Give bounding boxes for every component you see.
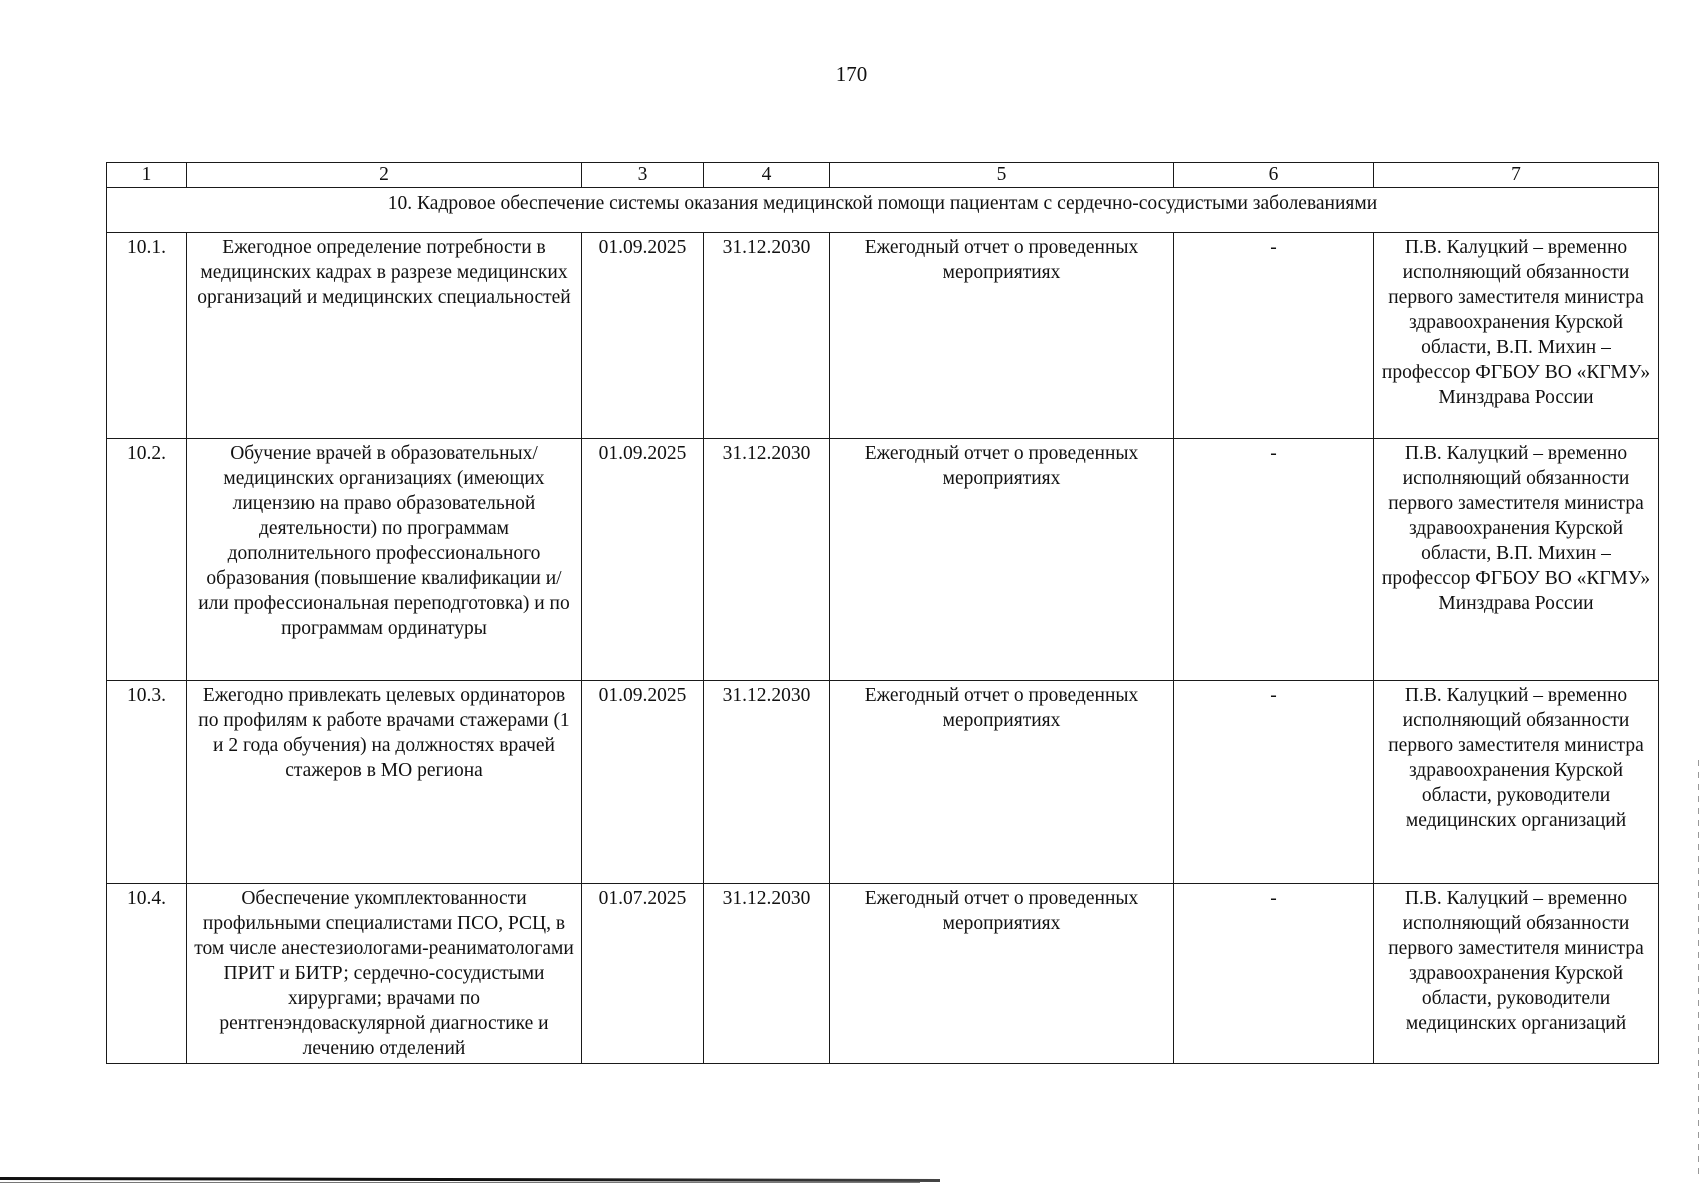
start-date-cell: 01.07.2025 [582, 884, 704, 1064]
result-cell: Ежегодный отчет о проведенных мероприятиях [830, 884, 1174, 1064]
row-number: 10.4. [107, 884, 187, 1064]
column-number: 1 [107, 163, 187, 188]
result-cell: Ежегодный отчет о проведенных мероприятиях [830, 233, 1174, 439]
activity-cell: Ежегодно привлекать целевых ординаторов по профилям к работе врачами стажерами (1 и 2 года обучения) на должностях врачей стажеров в МО региона [187, 681, 582, 884]
column-number-row [107, 163, 1659, 188]
section-title: 10. Кадровое обеспечение системы оказания медицинской помощи пациентам с сердечно-сосудистыми заболеваниями [107, 188, 1659, 233]
row-number: 10.1. [107, 233, 187, 439]
result-cell: Ежегодный отчет о проведенных мероприятиях [830, 439, 1174, 681]
column-6-cell: - [1174, 884, 1374, 1064]
start-date-cell: 01.09.2025 [582, 681, 704, 884]
column-number: 7 [1374, 163, 1659, 188]
result-cell: Ежегодный отчет о проведенных мероприятиях [830, 681, 1174, 884]
table-row [107, 681, 1659, 884]
column-number: 5 [830, 163, 1174, 188]
scan-edge-line [0, 1182, 920, 1183]
column-number: 6 [1174, 163, 1374, 188]
table-row [107, 439, 1659, 681]
column-6-cell: - [1174, 681, 1374, 884]
end-date-cell: 31.12.2030 [704, 681, 830, 884]
end-date-cell: 31.12.2030 [704, 439, 830, 681]
scan-edge-mark [1698, 760, 1699, 1180]
table-row [107, 884, 1659, 1064]
responsible-cell: П.В. Калуцкий – временно исполняющий обязанности первого заместителя министра здравоохранения Курской области, руководители медицинских организаций [1374, 884, 1659, 1064]
responsible-cell: П.В. Калуцкий – временно исполняющий обязанности первого заместителя министра здравоохранения Курской области, В.П. Михин – профессор ФГБОУ ВО «КГМУ» Минздрава России [1374, 439, 1659, 681]
column-6-cell: - [1174, 233, 1374, 439]
activity-cell: Обеспечение укомплектованности профильными специалистами ПСО, РСЦ, в том числе анестезиологами-реаниматологами ПРИТ и БИТР; сердечно-сосудистыми хирургами; врачами по рентгенэндоваскулярной диагностике и лечению отделений [187, 884, 582, 1064]
responsible-cell: П.В. Калуцкий – временно исполняющий обязанности первого заместителя министра здравоохранения Курской области, руководители медицинских организаций [1374, 681, 1659, 884]
row-number: 10.2. [107, 439, 187, 681]
activity-cell: Обучение врачей в образовательных/медицинских организациях (имеющих лицензию на право образовательной деятельности) по программам дополнительного профессионального образования (повышение квалификации и/или профессиональная переподготовка) и по программам ординатуры [187, 439, 582, 681]
start-date-cell: 01.09.2025 [582, 439, 704, 681]
section-title-row [107, 188, 1659, 233]
action-plan-table [106, 162, 1659, 1064]
end-date-cell: 31.12.2030 [704, 884, 830, 1064]
table-row [107, 233, 1659, 439]
column-number: 4 [704, 163, 830, 188]
column-number: 3 [582, 163, 704, 188]
column-6-cell: - [1174, 439, 1374, 681]
responsible-cell: П.В. Калуцкий – временно исполняющий обязанности первого заместителя министра здравоохранения Курской области, В.П. Михин – профессор ФГБОУ ВО «КГМУ» Минздрава России [1374, 233, 1659, 439]
activity-cell: Ежегодное определение потребности в медицинских кадрах в разрезе медицинских организаций и медицинских специальностей [187, 233, 582, 439]
column-number: 2 [187, 163, 582, 188]
row-number: 10.3. [107, 681, 187, 884]
page-number: 170 [835, 62, 868, 86]
end-date-cell: 31.12.2030 [704, 233, 830, 439]
start-date-cell: 01.09.2025 [582, 233, 704, 439]
